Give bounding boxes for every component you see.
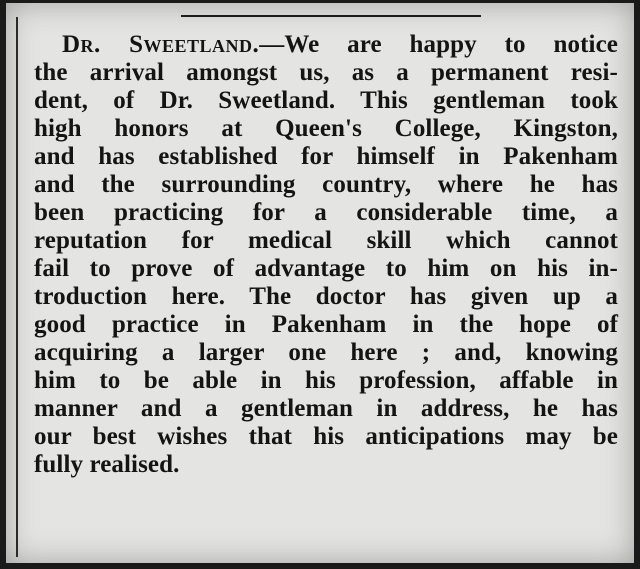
article-line-16: fully realised.: [34, 451, 180, 478]
article-line-14: manner and a gentleman in address, he has: [34, 395, 618, 422]
article-line-8: reputation for medical skill which cannot: [34, 227, 618, 254]
column-top-rule: [181, 15, 481, 17]
article-line-2: the arrival amongst us, as a permanent resi-: [34, 59, 618, 86]
article-line-11: good practice in Pakenham in the hope of: [34, 311, 618, 338]
article-line-13: him to be able in his profession, affable in: [34, 367, 618, 394]
column-left-rule: [16, 17, 18, 557]
article-line-15: our best wishes that his anticipations may be: [34, 423, 618, 450]
article-line-5: and has established for himself in Pakenham: [34, 143, 618, 170]
article-line-6: and the surrounding country, where he has: [34, 171, 618, 198]
article-line-1: [34, 31, 618, 59]
article-line-1-text: —We are happy to notice: [259, 31, 618, 58]
article-body: [34, 31, 618, 479]
article-line-4: high honors at Queen's College, Kingston,: [34, 115, 618, 142]
article-line-10: troduction here. The doctor has given up a: [34, 283, 618, 310]
article-line-9: fail to prove of advantage to him on his in-: [34, 255, 618, 282]
article-line-12: acquiring a larger one here ; and, knowing: [34, 339, 618, 366]
article-heading: Dr. Sweetland.: [62, 31, 260, 58]
article-line-3: dent, of Dr. Sweetland. This gentleman took: [34, 87, 618, 114]
article-line-7: been practicing for a considerable time, a: [34, 199, 618, 226]
